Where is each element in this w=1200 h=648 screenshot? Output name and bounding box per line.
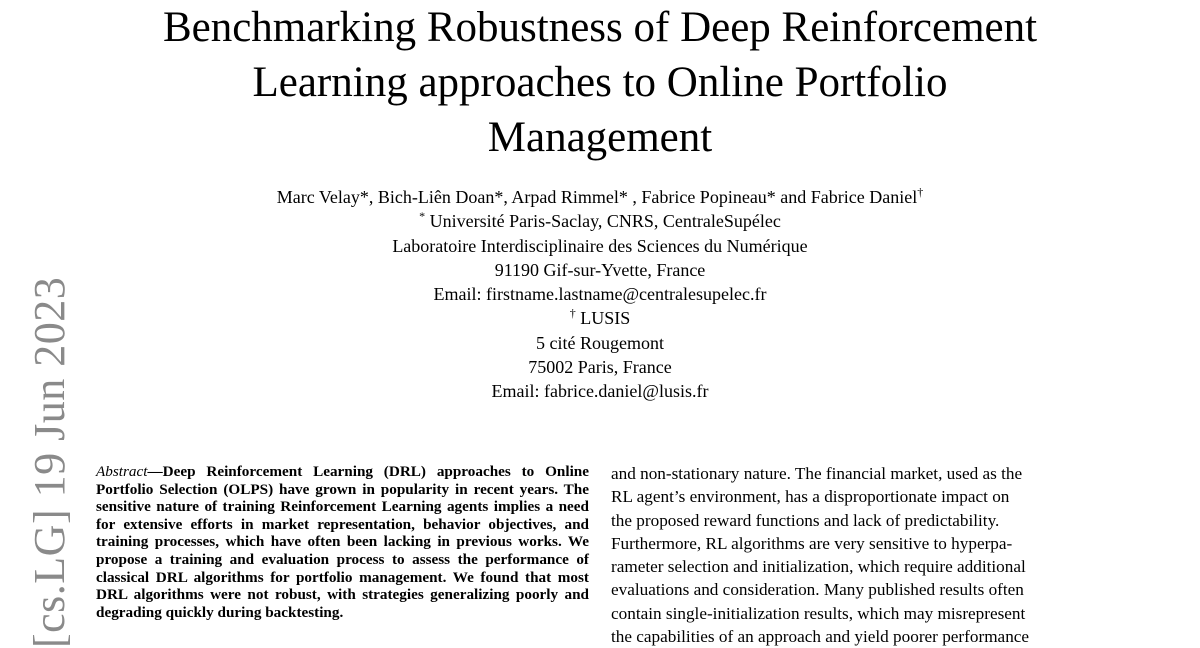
dagger-mark: † [917, 185, 924, 199]
body-line: the proposed reward functions and lack of predictability. [611, 510, 1000, 530]
body-line: the capabilities of an approach and yield poorer performance [611, 627, 1030, 647]
abstract-heading: Abstract [96, 463, 148, 480]
affiliation-2-email: Email: fabrice.daniel@lusis.fr [491, 381, 709, 402]
affiliation-2-street: 5 cité Rougemont [536, 332, 664, 353]
affiliation-2 [0, 306, 1200, 330]
title-line: Learning approaches to Online Portfolio [252, 59, 948, 106]
author-names [0, 185, 1200, 209]
body-line: RL agent’s environment, has a disproportionate impact on [611, 487, 1010, 507]
affiliation-2-city: 75002 Paris, France [528, 357, 672, 378]
title-line: Management [487, 114, 713, 161]
body-line: and non-stationary nature. The financial market, used as the [611, 464, 1023, 483]
affiliation-name: Université Paris-Saclay, CNRS, CentraleSupélec [429, 211, 781, 232]
paper-title [0, 0, 1200, 165]
body-column-right [611, 462, 1105, 648]
affiliation-1-lab: Laboratoire Interdisciplinaire des Sciences du Numérique [392, 235, 808, 256]
abstract [96, 463, 589, 621]
body-line: contain single-initialization results, which may misrepresent [611, 603, 1026, 623]
body-line: Furthermore, RL algorithms are very sensitive to hyperpa- [611, 533, 1013, 553]
author-list: Marc Velay*, Bich-Liên Doan*, Arpad Rimmel* , Fabrice Popineau* and Fabrice Daniel [276, 187, 918, 207]
abstract-body: —Deep Reinforcement Learning (DRL) approaches to Online Portfolio Selection (OLPS) have grown in popularity in recent years. The sensitive nature of training Reinforcement Learning agents implies a need for extensive efforts in market representation, behavior objectives, and training processes, which have often been lacking in previous works. We propose a training and evaluation process to assess the performance of classical DRL algorithms for portfolio management. We found that most DRL algorithms were not robust, with strategies generalizing poorly and degrading quickly during backtesting. [96, 463, 589, 621]
affiliation-mark: * [419, 209, 426, 224]
affiliation-1 [0, 209, 1200, 233]
author-block [0, 185, 1200, 404]
body-line: rameter selection and initialization, which require additional [611, 557, 1026, 577]
title-line: Benchmarking Robustness of Deep Reinforcement [162, 4, 1038, 51]
affiliation-mark: † [569, 306, 576, 321]
affiliation-1-city: 91190 Gif-sur-Yvette, France [494, 259, 706, 280]
affiliation-1-email: Email: firstname.lastname@centralesupelec.fr [433, 284, 767, 305]
body-line: evaluations and consideration. Many published results often [611, 580, 1024, 600]
arxiv-stamp: [cs.LG] 19 Jun 2023 [25, 276, 74, 648]
affiliation-name: LUSIS [580, 308, 631, 329]
